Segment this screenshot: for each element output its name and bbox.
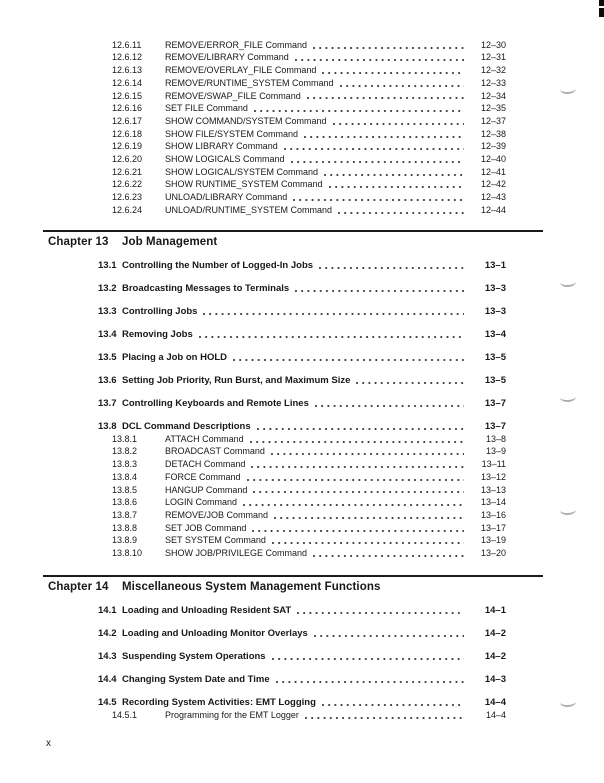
- dot-leader: [333, 123, 464, 125]
- toc-entry: [43, 546, 543, 559]
- toc-entry-page: 12–35: [480, 103, 506, 114]
- dot-leader: [324, 174, 464, 176]
- toc-entry-number: 13.8.7: [112, 509, 138, 520]
- dot-leader: [250, 441, 464, 443]
- chapter-label: Chapter 14: [48, 581, 109, 593]
- dot-leader: [272, 542, 464, 544]
- toc-entry: [43, 38, 543, 51]
- toc-entry-number: 13.7: [98, 397, 117, 409]
- toc-entry-number: 12.6.23: [112, 192, 143, 203]
- toc-entry-page: 13–5: [484, 374, 506, 386]
- dot-leader: [247, 479, 464, 481]
- toc-entry-title: Programming for the EMT Logger: [165, 709, 299, 720]
- toc-entry: [43, 432, 543, 445]
- toc-entry-number: 13.8.9: [112, 535, 138, 546]
- toc-entry-number: 13.4: [98, 328, 117, 340]
- toc-entry: [43, 152, 543, 165]
- dot-leader: [271, 453, 464, 455]
- toc-entry: [43, 470, 543, 483]
- dot-leader: [322, 704, 464, 706]
- toc-entry-page: 12–33: [480, 77, 506, 88]
- page-corner-mark: [599, 8, 604, 17]
- toc-entry-title: SHOW RUNTIME_SYSTEM Command: [165, 179, 323, 190]
- toc-entry-page: 14–1: [484, 604, 506, 616]
- toc-entry-page: 14–2: [484, 627, 506, 639]
- dot-leader: [313, 47, 464, 49]
- page-corner-mark: [599, 0, 604, 6]
- toc-entry-title: FORCE Command: [165, 471, 241, 482]
- chapter-14-entries: [43, 593, 543, 721]
- toc-entry-title: Loading and Unloading Monitor Overlays: [122, 627, 308, 639]
- dot-leader: [313, 555, 464, 557]
- toc-entry: [43, 495, 543, 508]
- toc-entry: [43, 140, 543, 153]
- toc-entry-page: 13–7: [484, 420, 506, 432]
- toc-entry-number: 12.6.22: [112, 179, 143, 190]
- toc-entry: [43, 63, 543, 76]
- toc-entry-page: 12–30: [480, 39, 506, 50]
- toc-entry-number: 13.2: [98, 282, 117, 294]
- toc-entry-number: 12.6.19: [112, 141, 143, 152]
- toc-entry: [43, 363, 543, 386]
- toc-entry-page: 12–40: [480, 153, 506, 164]
- toc-entry-number: 14.5.1: [112, 709, 138, 720]
- toc-entry: [43, 708, 543, 721]
- dot-leader: [199, 336, 464, 338]
- dot-leader: [307, 97, 464, 99]
- toc-entry-number: 13.8: [98, 420, 117, 432]
- toc-entry: [43, 521, 543, 534]
- dot-leader: [243, 504, 464, 506]
- toc-entry-number: 12.6.14: [112, 77, 143, 88]
- toc-entry-page: 13–5: [484, 351, 506, 363]
- toc-entry-page: 12–42: [480, 179, 506, 190]
- toc-entry-page: 13–17: [480, 522, 506, 533]
- toc-entry-title: SHOW COMMAND/SYSTEM Command: [165, 115, 327, 126]
- toc-entry-title: REMOVE/RUNTIME_SYSTEM Command: [165, 77, 334, 88]
- toc-entry-page: 14–4: [484, 696, 506, 708]
- dot-leader: [291, 161, 464, 163]
- toc-entry-page: 13–16: [480, 509, 506, 520]
- dot-leader: [295, 59, 464, 61]
- dot-leader: [304, 136, 464, 138]
- dot-leader: [295, 290, 464, 292]
- dot-leader: [319, 267, 464, 269]
- toc-entry-page: 13–14: [480, 497, 506, 508]
- chapter-13-rule: [43, 230, 543, 232]
- toc-entry: [43, 593, 543, 616]
- dot-leader: [272, 658, 464, 660]
- toc-entry-title: SET FILE Command: [165, 103, 248, 114]
- toc-entry-page: 14–2: [484, 650, 506, 662]
- toc-entry: [43, 178, 543, 191]
- toc-entry: [43, 190, 543, 203]
- toc-entry: [43, 317, 543, 340]
- toc-entry-title: REMOVE/JOB Command: [165, 509, 269, 520]
- toc-entry-number: 12.6.11: [112, 39, 142, 50]
- toc-entry-page: 13–9: [485, 446, 506, 457]
- toc-entry-number: 13.8.8: [112, 522, 138, 533]
- toc-entry-title: Broadcasting Messages to Terminals: [122, 282, 290, 294]
- toc-entry: [43, 203, 543, 216]
- edge-mark: [560, 281, 576, 288]
- dot-leader: [297, 612, 464, 614]
- toc-entry: [43, 534, 543, 547]
- dot-leader: [252, 530, 464, 532]
- toc-entry-title: Removing Jobs: [122, 328, 193, 340]
- toc-entry-page: 13–7: [484, 397, 506, 409]
- toc-entry: [43, 271, 543, 294]
- toc-entry: [43, 76, 543, 89]
- toc-entry-page: 12–39: [480, 141, 506, 152]
- toc-entry: [43, 508, 543, 521]
- toc-entry-page: 13–19: [480, 535, 506, 546]
- toc-entry-number: 14.3: [98, 650, 117, 662]
- toc-entry: [43, 340, 543, 363]
- toc-entry: [43, 51, 543, 64]
- toc-entry-number: 12.6.20: [112, 153, 143, 164]
- toc-entry-title: Controlling Jobs: [122, 305, 198, 317]
- toc-entry-page: 14–3: [484, 673, 506, 685]
- chapter-12-continuation-list: [43, 38, 543, 216]
- toc-entry-page: 12–34: [480, 90, 506, 101]
- dot-leader: [274, 517, 464, 519]
- toc-entry-number: 13.3: [98, 305, 117, 317]
- toc-entry-title: DCL Command Descriptions: [122, 420, 251, 432]
- toc-entry-page: 13–3: [484, 305, 506, 317]
- toc-entry: [43, 457, 543, 470]
- edge-mark: [560, 509, 576, 516]
- toc-entry-page: 14–4: [485, 709, 506, 720]
- toc-entry-page: 13–20: [480, 547, 506, 558]
- toc-entry-title: ATTACH Command: [165, 433, 244, 444]
- toc-entry-number: 12.6.21: [112, 166, 143, 177]
- toc-entry-page: 13–11: [481, 459, 506, 470]
- toc-entry-number: 12.6.15: [112, 90, 143, 101]
- chapter-title: Miscellaneous System Management Functions: [122, 581, 381, 593]
- toc-entry-page: 12–44: [480, 204, 506, 215]
- toc-entry-title: REMOVE/LIBRARY Command: [165, 52, 289, 63]
- toc-entry-title: REMOVE/SWAP_FILE Command: [165, 90, 301, 101]
- toc-entry-number: 12.6.18: [112, 128, 143, 139]
- toc-entry-title: BROADCAST Command: [165, 446, 265, 457]
- toc-entry-number: 13.6: [98, 374, 117, 386]
- toc-entry-page: 13–13: [480, 484, 506, 495]
- dot-leader: [305, 717, 464, 719]
- toc-entry-title: LOGIN Command: [165, 497, 238, 508]
- dot-leader: [251, 466, 464, 468]
- toc-entry-number: 13.8.10: [112, 547, 143, 558]
- toc-entry: [43, 165, 543, 178]
- toc-entry-page: 12–41: [480, 166, 506, 177]
- chapter-13-entries: [43, 248, 543, 559]
- dot-leader: [233, 359, 464, 361]
- toc-entry-page: 12–31: [480, 52, 506, 63]
- toc-entry-title: HANGUP Command: [165, 484, 248, 495]
- toc-entry: [43, 114, 543, 127]
- toc-entry-page: 13–1: [484, 259, 506, 271]
- toc-entry-page: 12–32: [480, 65, 506, 76]
- toc-entry-number: 13.8.6: [112, 497, 138, 508]
- toc-entry-number: 13.8.1: [112, 433, 138, 444]
- toc-entry: [43, 662, 543, 685]
- toc-entry: [43, 483, 543, 496]
- dot-leader: [276, 681, 464, 683]
- toc-entry-title: SET JOB Command: [165, 522, 247, 533]
- toc-entry: [43, 248, 543, 271]
- toc-entry-title: Controlling the Number of Logged-In Jobs: [122, 259, 314, 271]
- toc-entry-title: SHOW JOB/PRIVILEGE Command: [165, 547, 308, 558]
- toc-entry-title: Controlling Keyboards and Remote Lines: [122, 397, 309, 409]
- chapter-14-rule: [43, 575, 543, 577]
- toc-entry-number: 13.8.2: [112, 446, 138, 457]
- dot-leader: [340, 85, 464, 87]
- toc-entry-number: 14.5: [98, 696, 117, 708]
- toc-entry-title: Changing System Date and Time: [122, 673, 270, 685]
- edge-mark: [560, 396, 576, 403]
- dot-leader: [253, 491, 464, 493]
- toc-entry: [43, 409, 543, 432]
- toc-entry-page: 13–3: [484, 282, 506, 294]
- toc-entry: [43, 445, 543, 458]
- toc-entry-number: 13.1: [98, 259, 117, 271]
- toc-entry-number: 12.6.16: [112, 103, 143, 114]
- toc-entry-number: 12.6.12: [112, 52, 143, 63]
- toc-entry-number: 14.1: [98, 604, 117, 616]
- toc-entry-number: 13.8.3: [112, 459, 138, 470]
- toc-entry: [43, 685, 543, 708]
- dot-leader: [356, 382, 464, 384]
- toc-entry-number: 13.8.4: [112, 471, 138, 482]
- dot-leader: [338, 212, 464, 214]
- toc-entry-page: 13–12: [480, 471, 506, 482]
- toc-entry-number: 12.6.24: [112, 204, 143, 215]
- toc-entry-title: SHOW LOGICALS Command: [165, 153, 285, 164]
- toc-entry: [43, 101, 543, 114]
- toc-entry-number: 12.6.17: [112, 115, 143, 126]
- toc-entry-number: 14.4: [98, 673, 117, 685]
- toc-entry-title: SET SYSTEM Command: [165, 535, 266, 546]
- toc-entry-page: 13–8: [485, 433, 506, 444]
- toc-entry: [43, 386, 543, 409]
- edge-mark: [560, 701, 576, 708]
- toc-entry-title: Setting Job Priority, Run Burst, and Maximum Size: [122, 374, 351, 386]
- toc-entry-page: 12–43: [480, 192, 506, 203]
- dot-leader: [293, 199, 464, 201]
- toc-entry: [43, 89, 543, 102]
- toc-entry: [43, 639, 543, 662]
- toc-entry-title: Loading and Unloading Resident SAT: [122, 604, 292, 616]
- chapter-14-heading: [48, 581, 380, 593]
- toc-entry-number: 12.6.13: [112, 65, 143, 76]
- toc-entry-title: Suspending System Operations: [122, 650, 266, 662]
- toc-entry: [43, 127, 543, 140]
- toc-entry-page: 12–37: [480, 115, 506, 126]
- toc-entry-title: UNLOAD/LIBRARY Command: [165, 192, 288, 203]
- dot-leader: [203, 313, 464, 315]
- dot-leader: [322, 72, 464, 74]
- page-number: x: [46, 738, 51, 749]
- toc-entry-title: DETACH Command: [165, 459, 246, 470]
- toc-entry-page: 13–4: [484, 328, 506, 340]
- toc-entry: [43, 616, 543, 639]
- toc-entry-title: SHOW FILE/SYSTEM Command: [165, 128, 299, 139]
- chapter-label: Chapter 13: [48, 236, 109, 248]
- dot-leader: [329, 186, 464, 188]
- toc-entry-number: 14.2: [98, 627, 117, 639]
- toc-entry-title: Placing a Job on HOLD: [122, 351, 228, 363]
- toc-entry-page: 12–38: [480, 128, 506, 139]
- toc-entry-number: 13.5: [98, 351, 117, 363]
- toc-entry-number: 13.8.5: [112, 484, 138, 495]
- edge-mark: [560, 88, 576, 95]
- toc-entry: [43, 294, 543, 317]
- toc-entry-title: SHOW LOGICAL/SYSTEM Command: [165, 166, 319, 177]
- toc-entry-title: Recording System Activities: EMT Logging: [122, 696, 316, 708]
- chapter-13-heading: [48, 236, 217, 248]
- toc-entry-title: REMOVE/ERROR_FILE Command: [165, 39, 308, 50]
- toc-entry-title: SHOW LIBRARY Command: [165, 141, 278, 152]
- dot-leader: [257, 428, 464, 430]
- toc-entry-title: UNLOAD/RUNTIME_SYSTEM Command: [165, 204, 333, 215]
- dot-leader: [254, 110, 464, 112]
- dot-leader: [315, 405, 464, 407]
- dot-leader: [284, 148, 464, 150]
- dot-leader: [314, 635, 464, 637]
- chapter-title: Job Management: [122, 236, 218, 248]
- toc-entry-title: REMOVE/OVERLAY_FILE Command: [165, 65, 317, 76]
